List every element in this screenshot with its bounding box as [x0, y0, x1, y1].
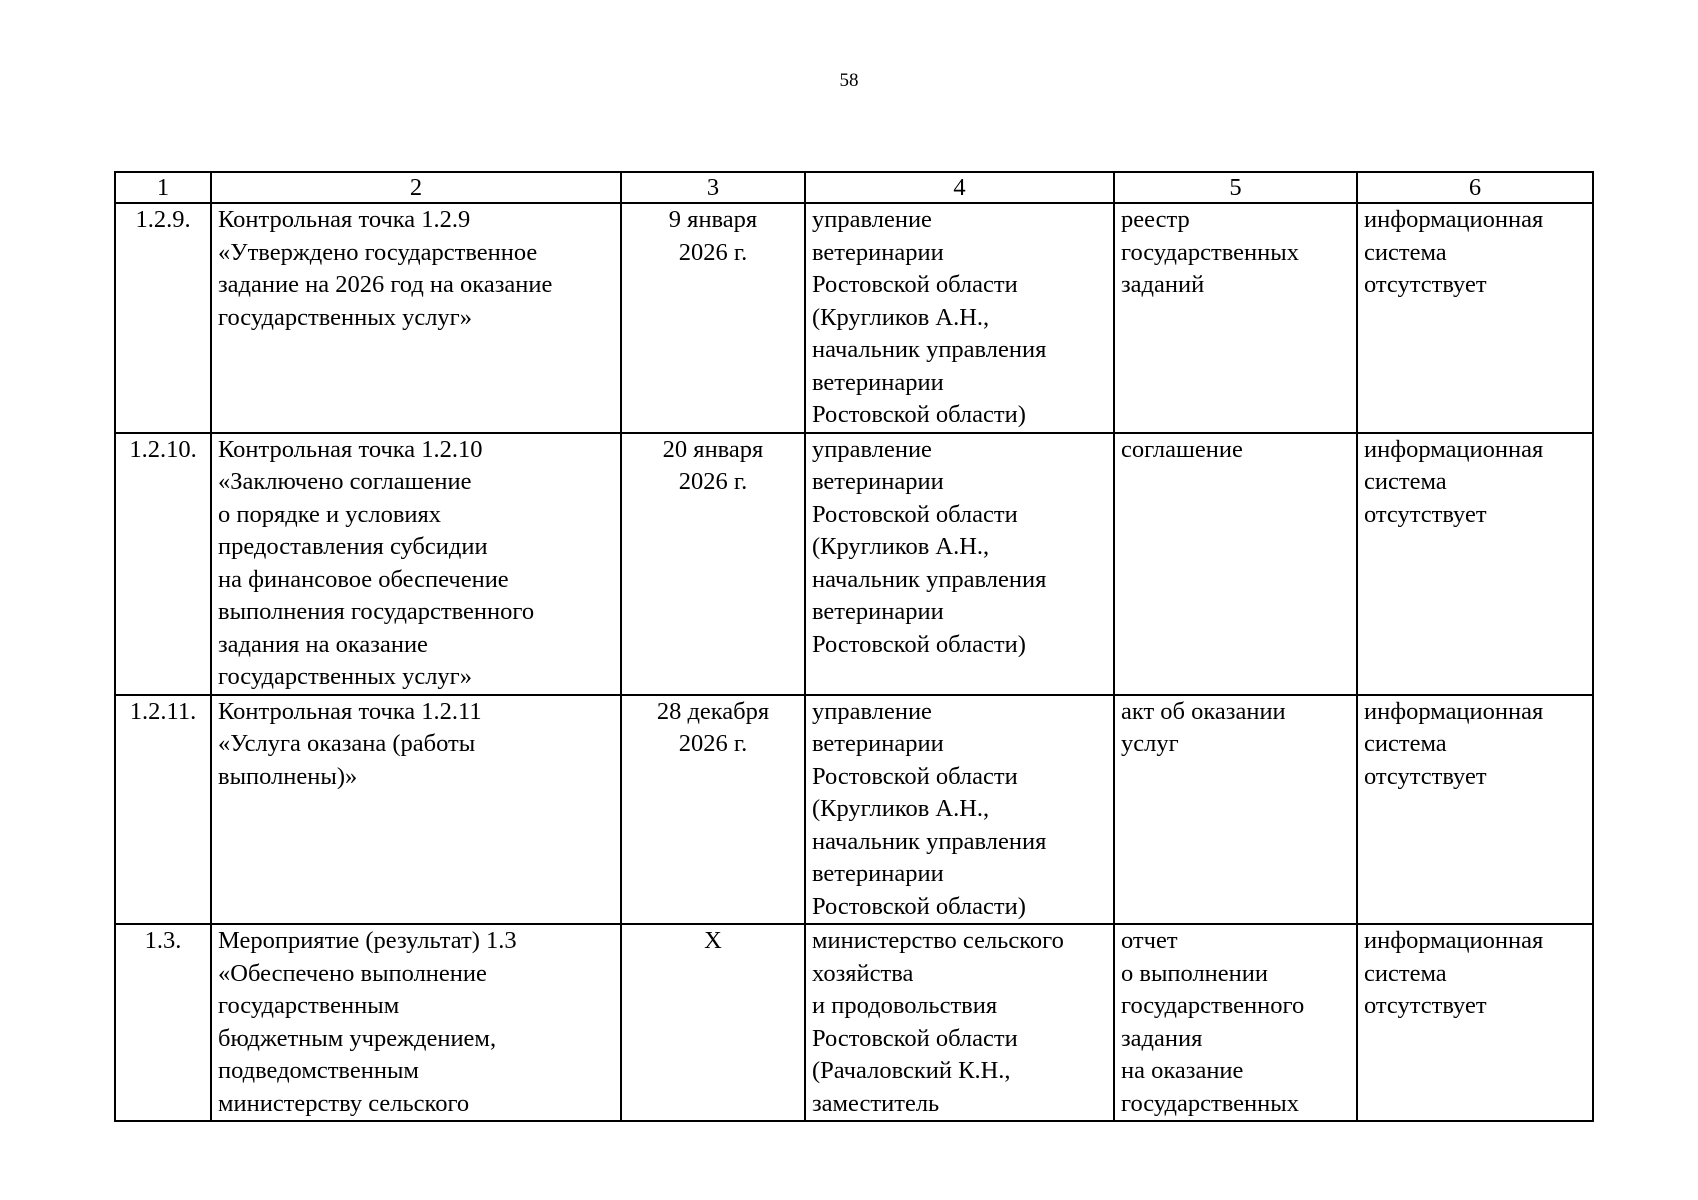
table-row — [115, 433, 1593, 695]
row-document: соглашение — [1114, 433, 1357, 695]
row-document: акт об оказании услуг — [1114, 695, 1357, 925]
row-date: 9 января 2026 г. — [621, 203, 805, 433]
header-cell: 2 — [211, 172, 621, 203]
row-number: 1.2.9. — [115, 203, 211, 433]
table-header-row — [115, 172, 1593, 203]
row-name: Контрольная точка 1.2.9 «Утверждено государственное задание на 2026 год на оказание государственных услуг» — [211, 203, 621, 433]
row-name: Контрольная точка 1.2.11 «Услуга оказана (работы выполнены)» — [211, 695, 621, 925]
table-row — [115, 695, 1593, 925]
row-system: информационная система отсутствует — [1357, 433, 1593, 695]
row-number: 1.2.11. — [115, 695, 211, 925]
page-number: 58 — [839, 70, 859, 91]
table-row — [115, 924, 1593, 1121]
row-system: информационная система отсутствует — [1357, 203, 1593, 433]
row-number: 1.3. — [115, 924, 211, 1121]
header-cell: 6 — [1357, 172, 1593, 203]
header-cell: 1 — [115, 172, 211, 203]
row-date: X — [621, 924, 805, 1121]
row-document: отчет о выполнении государственного задания на оказание государственных — [1114, 924, 1357, 1121]
row-responsible: управление ветеринарии Ростовской области (Кругликов А.Н., начальник управления ветеринарии Ростовской области) — [805, 433, 1114, 695]
row-name: Контрольная точка 1.2.10 «Заключено соглашение о порядке и условиях предоставления субсидии на финансовое обеспечение выполнения государственного задания на оказание государственных услуг» — [211, 433, 621, 695]
row-responsible: управление ветеринарии Ростовской области (Кругликов А.Н., начальник управления ветеринарии Ростовской области) — [805, 203, 1114, 433]
row-number: 1.2.10. — [115, 433, 211, 695]
document-table — [114, 171, 1594, 1122]
header-cell: 4 — [805, 172, 1114, 203]
row-document: реестр государственных заданий — [1114, 203, 1357, 433]
row-responsible: управление ветеринарии Ростовской области (Кругликов А.Н., начальник управления ветеринарии Ростовской области) — [805, 695, 1114, 925]
header-cell: 5 — [1114, 172, 1357, 203]
table-row — [115, 203, 1593, 433]
row-responsible: министерство сельского хозяйства и продовольствия Ростовской области (Рачаловский К.Н., заместитель — [805, 924, 1114, 1121]
header-cell: 3 — [621, 172, 805, 203]
row-system: информационная система отсутствует — [1357, 695, 1593, 925]
row-date: 20 января 2026 г. — [621, 433, 805, 695]
row-name: Мероприятие (результат) 1.3 «Обеспечено выполнение государственным бюджетным учреждением, подведомственным министерству сельского — [211, 924, 621, 1121]
row-system: информационная система отсутствует — [1357, 924, 1593, 1121]
row-date: 28 декабря 2026 г. — [621, 695, 805, 925]
